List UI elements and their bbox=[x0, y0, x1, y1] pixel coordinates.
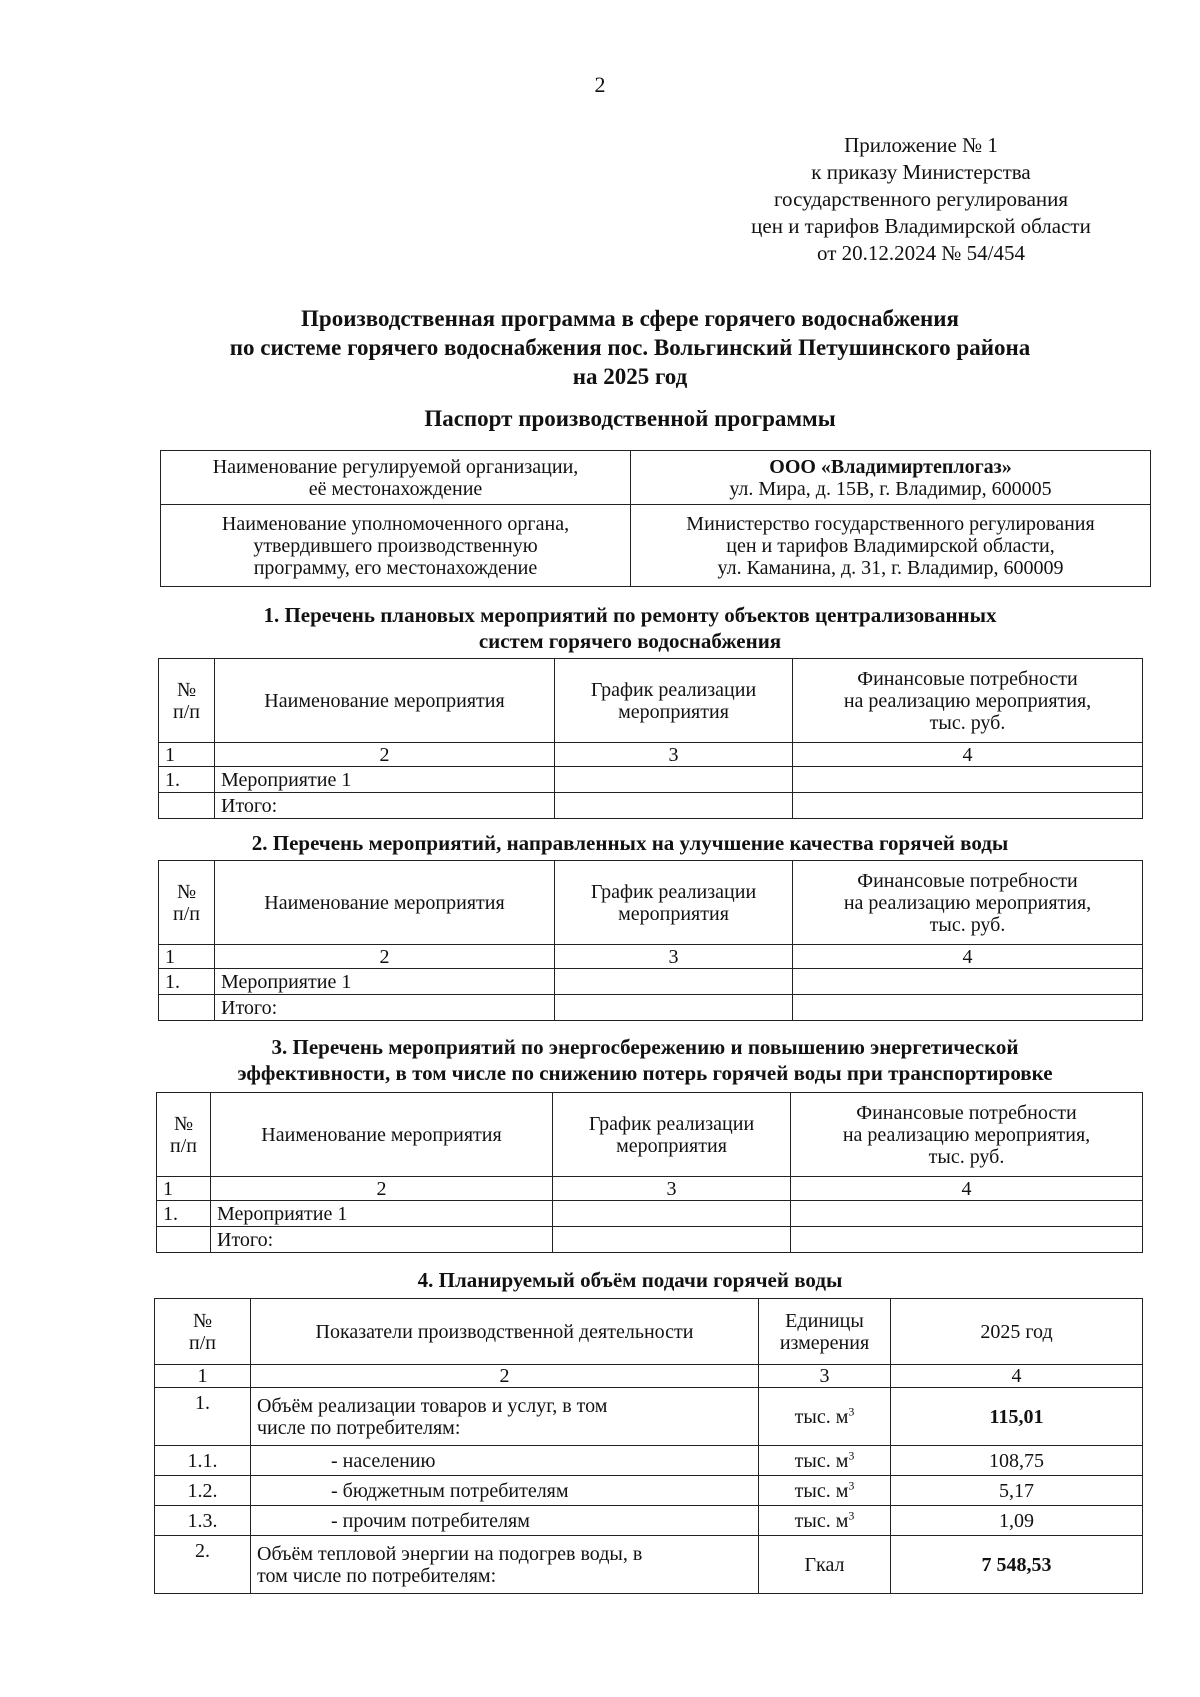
approval-line: от 20.12.2024 № 54/454 bbox=[816, 241, 1026, 265]
label-line: Наименование регулируемой организации, bbox=[212, 455, 579, 478]
column-number-row bbox=[159, 945, 1143, 969]
value-line: цен и тарифов Владимирской области, bbox=[726, 534, 1055, 557]
row-indicator: - населению bbox=[251, 1446, 759, 1476]
passport-row-organization bbox=[161, 451, 1151, 505]
page-number: 2 bbox=[594, 72, 606, 97]
header-text: мероприятия bbox=[618, 700, 729, 723]
document-title bbox=[150, 304, 1110, 391]
table-total-row bbox=[159, 995, 1143, 1021]
column-number: 1 bbox=[157, 1177, 211, 1201]
column-number: 3 bbox=[553, 1177, 791, 1201]
passport-heading: Паспорт производственной программы bbox=[424, 406, 836, 431]
row-schedule bbox=[555, 793, 793, 819]
header-text: п/п bbox=[170, 1134, 197, 1157]
row-number: 1.1. bbox=[155, 1446, 251, 1476]
header-text: п/п bbox=[173, 902, 200, 925]
col-fin-header bbox=[791, 1093, 1143, 1177]
section4-heading: 4. Планируемый объём подачи горячей воды bbox=[417, 1268, 843, 1292]
col-name-header: Наименование мероприятия bbox=[215, 861, 555, 945]
row-finance bbox=[793, 767, 1143, 793]
header-text: на реализацию мероприятия, bbox=[843, 891, 1092, 914]
title-line: по системе горячего водоснабжения пос. Вольгинский Петушинского района bbox=[229, 335, 1031, 360]
row-finance bbox=[791, 1227, 1143, 1253]
authority-value bbox=[631, 505, 1151, 587]
passport-row-authority bbox=[161, 505, 1151, 587]
col-num-header bbox=[155, 1299, 251, 1365]
table-row bbox=[155, 1536, 1143, 1594]
column-number-row bbox=[159, 743, 1143, 767]
column-number: 4 bbox=[891, 1365, 1143, 1388]
row-value: 5,17 bbox=[891, 1476, 1143, 1506]
col-schedule-header bbox=[555, 659, 793, 743]
row-number bbox=[157, 1227, 211, 1253]
organization-label bbox=[161, 451, 631, 505]
row-number: 1.3. bbox=[155, 1506, 251, 1536]
column-number: 2 bbox=[251, 1365, 759, 1388]
table-row bbox=[157, 1201, 1143, 1227]
row-number: 1. bbox=[159, 767, 215, 793]
row-number: 1. bbox=[155, 1388, 251, 1446]
col-indicator-header: Показатели производственной деятельности bbox=[251, 1299, 759, 1365]
col-num-header bbox=[159, 659, 215, 743]
header-text: измерения bbox=[779, 1331, 870, 1354]
column-number: 3 bbox=[555, 945, 793, 969]
header-text: График реализации bbox=[590, 678, 757, 701]
column-number: 2 bbox=[215, 945, 555, 969]
row-schedule bbox=[555, 767, 793, 793]
unit-text: тыс. м bbox=[794, 1405, 849, 1428]
table-row bbox=[155, 1506, 1143, 1536]
section1-table bbox=[158, 658, 1143, 819]
header-text: № bbox=[176, 880, 197, 903]
row-indicator bbox=[251, 1388, 759, 1446]
row-unit bbox=[759, 1388, 891, 1446]
indicator-line: том числе по потребителям: bbox=[257, 1564, 497, 1587]
unit-text: тыс. м bbox=[794, 1509, 849, 1532]
section2-heading bbox=[150, 830, 1110, 856]
row-unit bbox=[759, 1446, 891, 1476]
table-header-row bbox=[155, 1299, 1143, 1365]
column-number-row bbox=[157, 1177, 1143, 1201]
row-number: 1.2. bbox=[155, 1476, 251, 1506]
header-text: Финансовые потребности bbox=[857, 869, 1078, 892]
row-value: 7 548,53 bbox=[891, 1536, 1143, 1594]
col-name-header: Наименование мероприятия bbox=[215, 659, 555, 743]
table-header-row bbox=[159, 861, 1143, 945]
header-text: График реализации bbox=[590, 880, 757, 903]
table-total-row bbox=[157, 1227, 1143, 1253]
approval-block bbox=[706, 132, 1136, 267]
column-number: 4 bbox=[793, 743, 1143, 767]
row-number: 1. bbox=[157, 1201, 211, 1227]
label-line: программу, его местонахождение bbox=[253, 556, 538, 579]
row-total-label: Итого: bbox=[215, 995, 555, 1021]
table-row bbox=[155, 1446, 1143, 1476]
col-unit-header bbox=[759, 1299, 891, 1365]
approval-line: Приложение № 1 bbox=[844, 133, 998, 157]
row-number: 1. bbox=[159, 969, 215, 995]
header-text: № bbox=[173, 1112, 194, 1135]
row-indicator: - прочим потребителям bbox=[251, 1506, 759, 1536]
column-number: 4 bbox=[793, 945, 1143, 969]
unit-superscript: 3 bbox=[848, 1477, 855, 1492]
column-number: 4 bbox=[791, 1177, 1143, 1201]
header-text: мероприятия bbox=[616, 1134, 727, 1157]
row-schedule bbox=[555, 969, 793, 995]
row-schedule bbox=[555, 995, 793, 1021]
row-finance bbox=[791, 1201, 1143, 1227]
row-finance bbox=[793, 995, 1143, 1021]
header-text: п/п bbox=[189, 1331, 216, 1354]
table-row bbox=[155, 1476, 1143, 1506]
indicator-line: Объём тепловой энергии на подогрев воды, в bbox=[257, 1542, 643, 1565]
heading-line: 1. Перечень плановых мероприятий по ремонту объектов централизованных bbox=[263, 603, 997, 627]
row-number: 2. bbox=[155, 1536, 251, 1594]
row-value: 115,01 bbox=[891, 1388, 1143, 1446]
header-text: Финансовые потребности bbox=[857, 667, 1078, 690]
approval-line: цен и тарифов Владимирской области bbox=[751, 214, 1091, 238]
header-text: мероприятия bbox=[618, 902, 729, 925]
header-text: на реализацию мероприятия, bbox=[842, 1123, 1091, 1146]
row-finance bbox=[793, 969, 1143, 995]
row-number bbox=[159, 995, 215, 1021]
header-text: Единицы bbox=[785, 1309, 864, 1332]
column-number: 3 bbox=[759, 1365, 891, 1388]
heading-line: 3. Перечень мероприятий по энергосбережению и повышению энергетической bbox=[271, 1035, 1019, 1059]
col-num-header bbox=[159, 861, 215, 945]
header-text: тыс. руб. bbox=[928, 1145, 1005, 1168]
header-text: тыс. руб. bbox=[929, 711, 1006, 734]
row-value: 1,09 bbox=[891, 1506, 1143, 1536]
unit-text: тыс. м bbox=[794, 1449, 849, 1472]
title-line: Производственная программа в сфере горячего водоснабжения bbox=[301, 306, 959, 331]
row-number bbox=[159, 793, 215, 819]
row-name: Мероприятие 1 bbox=[215, 767, 555, 793]
value-line: ул. Каманина, д. 31, г. Владимир, 600009 bbox=[717, 556, 1064, 579]
row-indicator: - бюджетным потребителям bbox=[251, 1476, 759, 1506]
table-row bbox=[159, 969, 1143, 995]
table-header-row bbox=[157, 1093, 1143, 1177]
column-number: 1 bbox=[155, 1365, 251, 1388]
section3-heading bbox=[150, 1034, 1140, 1086]
section1-heading bbox=[150, 602, 1110, 654]
label-line: Наименование уполномоченного органа, bbox=[221, 512, 570, 535]
indicator-line: числе по потребителям: bbox=[257, 1416, 461, 1439]
header-text: тыс. руб. bbox=[929, 913, 1006, 936]
column-number: 2 bbox=[215, 743, 555, 767]
approval-line: государственного регулирования bbox=[773, 187, 1069, 211]
unit-superscript: 3 bbox=[848, 1447, 855, 1462]
row-indicator bbox=[251, 1536, 759, 1594]
title-line: на 2025 год bbox=[572, 364, 688, 389]
authority-label bbox=[161, 505, 631, 587]
heading-line: систем горячего водоснабжения bbox=[478, 629, 782, 653]
row-total-label: Итого: bbox=[215, 793, 555, 819]
row-unit bbox=[759, 1506, 891, 1536]
row-finance bbox=[793, 793, 1143, 819]
organization-address: ул. Мира, д. 15В, г. Владимир, 600005 bbox=[729, 477, 1052, 500]
col-schedule-header bbox=[553, 1093, 791, 1177]
table-header-row bbox=[159, 659, 1143, 743]
header-text: График реализации bbox=[588, 1112, 755, 1135]
section4-table bbox=[154, 1298, 1143, 1594]
col-fin-header bbox=[793, 659, 1143, 743]
column-number: 2 bbox=[211, 1177, 553, 1201]
unit-text: тыс. м bbox=[794, 1479, 849, 1502]
unit-superscript: 3 bbox=[848, 1507, 855, 1522]
column-number-row bbox=[155, 1365, 1143, 1388]
approval-line: к приказу Министерства bbox=[811, 160, 1031, 184]
table-row bbox=[159, 767, 1143, 793]
column-number: 3 bbox=[555, 743, 793, 767]
row-total-label: Итого: bbox=[211, 1227, 553, 1253]
table-total-row bbox=[159, 793, 1143, 819]
header-text: № bbox=[192, 1309, 213, 1332]
row-schedule bbox=[553, 1201, 791, 1227]
heading-line: эффективности, в том числе по снижению потерь горячей воды при транспортировке bbox=[237, 1061, 1053, 1085]
column-number: 1 bbox=[159, 743, 215, 767]
col-fin-header bbox=[793, 861, 1143, 945]
organization-name: ООО «Владимиртеплогаз» bbox=[769, 455, 1012, 478]
value-line: Министерство государственного регулирования bbox=[686, 512, 1095, 535]
row-value: 108,75 bbox=[891, 1446, 1143, 1476]
col-year-header: 2025 год bbox=[891, 1299, 1143, 1365]
indicator-line: Объём реализации товаров и услуг, в том bbox=[257, 1394, 608, 1417]
heading-line: 2. Перечень мероприятий, направленных на улучшение качества горячей воды bbox=[251, 831, 1009, 855]
column-number: 1 bbox=[159, 945, 215, 969]
col-schedule-header bbox=[555, 861, 793, 945]
row-name: Мероприятие 1 bbox=[211, 1201, 553, 1227]
row-unit bbox=[759, 1476, 891, 1506]
label-line: утвердившего производственную bbox=[253, 534, 538, 557]
table-row bbox=[155, 1388, 1143, 1446]
col-num-header bbox=[157, 1093, 211, 1177]
unit-superscript: 3 bbox=[848, 1403, 855, 1418]
col-name-header: Наименование мероприятия bbox=[211, 1093, 553, 1177]
row-name: Мероприятие 1 bbox=[215, 969, 555, 995]
header-text: Финансовые потребности bbox=[856, 1101, 1077, 1124]
section2-table bbox=[158, 860, 1143, 1021]
header-text: № bbox=[176, 678, 197, 701]
header-text: п/п bbox=[173, 700, 200, 723]
passport-table bbox=[160, 450, 1151, 587]
row-schedule bbox=[553, 1227, 791, 1253]
label-line: её местонахождение bbox=[308, 477, 483, 500]
row-unit: Гкал bbox=[759, 1536, 891, 1594]
header-text: на реализацию мероприятия, bbox=[843, 689, 1092, 712]
section3-table bbox=[156, 1092, 1143, 1253]
organization-value bbox=[631, 451, 1151, 505]
